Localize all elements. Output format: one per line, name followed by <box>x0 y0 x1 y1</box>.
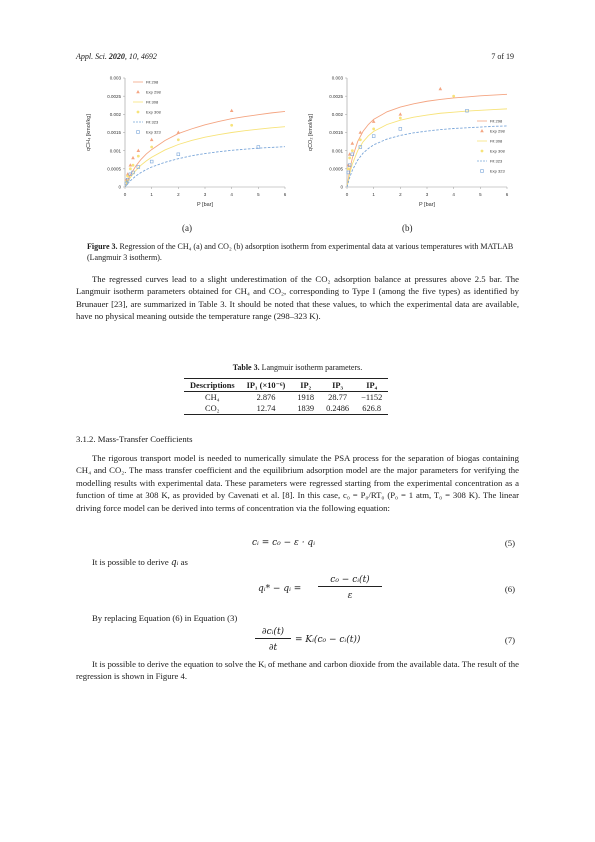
x-tick-label: 2 <box>177 192 180 197</box>
equation-6-number: (6) <box>504 584 515 594</box>
legend-label: Exp 298 <box>490 128 505 134</box>
data-point <box>177 131 181 134</box>
data-point <box>131 156 135 159</box>
legend-label: Exp 298 <box>146 89 161 95</box>
y-axis-label: qCO₂ [kmol/kg] <box>308 114 314 151</box>
col-ip2: IP₂ <box>291 379 320 392</box>
data-point <box>439 87 443 90</box>
paragraph-5: It is possible to derive the equation to solve the Kᵢ of methane and carbon dioxide from the available data. The result of the regression is shown in Figure 4. <box>76 659 519 682</box>
equation-6-lhs: qᵢ* − qᵢ = <box>258 584 302 594</box>
legend-label: Exp 323 <box>490 168 505 174</box>
table-cell: −1152 <box>361 393 383 402</box>
col-descriptions: Descriptions <box>184 379 241 392</box>
x-tick-label: 0 <box>345 192 349 197</box>
data-point <box>132 164 135 167</box>
x-axis-label: P [bar] <box>196 202 214 208</box>
table-cell: 0.2486 <box>320 403 355 415</box>
x-tick-label: 5 <box>479 192 482 197</box>
figure-caption <box>87 241 517 263</box>
data-point <box>399 112 403 115</box>
data-point <box>129 163 133 166</box>
col-ip4: IP₄ <box>355 379 388 392</box>
data-point <box>230 109 234 112</box>
caption-text: Regression of the CH₄ (a) and CO₂ (b) adsorption isotherm from experimental data at various temperatures with MATLAB (Langmuir 3 isotherm). <box>87 242 514 262</box>
y-tick-label: 0.0005 <box>107 166 121 172</box>
y-tick-label: 0 <box>340 184 343 190</box>
paragraph-3 <box>92 556 188 569</box>
legend-label: Exp 308 <box>146 109 161 115</box>
table-header-row <box>184 379 388 392</box>
y-tick-label: 0.003 <box>331 75 343 81</box>
chart-co2 <box>302 72 517 214</box>
journal-year: 2020 <box>108 52 125 61</box>
data-point <box>347 167 350 170</box>
legend-label: Fit 298 <box>146 79 159 85</box>
y-axis-label: qCH₄ [kmol/kg] <box>86 114 92 151</box>
x-tick-label: 4 <box>452 192 455 197</box>
data-point <box>137 149 141 152</box>
langmuir-table <box>184 378 388 415</box>
data-point <box>372 135 375 138</box>
x-tick-label: 1 <box>150 192 153 197</box>
data-point <box>177 138 180 141</box>
legend-swatch <box>481 150 484 153</box>
table-cell: 2.876 <box>256 393 276 402</box>
x-tick-label: 3 <box>203 192 207 197</box>
col-ip3: IP₃ <box>320 379 355 392</box>
series-line <box>125 147 285 187</box>
x-axis-label: P [bar] <box>418 202 436 208</box>
table-row <box>184 403 388 415</box>
series-line <box>125 127 285 187</box>
table-label: Table 3. <box>232 363 260 372</box>
x-tick-label: 2 <box>399 192 402 197</box>
table-title: Langmuir isotherm parameters. <box>261 363 363 372</box>
col-ip1: IP₁ (×10⁻⁶) <box>241 379 292 392</box>
journal-name: Appl. Sci. <box>76 52 107 61</box>
table-cell: 12.74 <box>241 403 292 415</box>
data-point <box>452 95 455 98</box>
data-point <box>351 149 354 152</box>
x-tick-label: 4 <box>230 192 233 197</box>
legend-swatch <box>137 131 140 134</box>
y-tick-label: 0.0025 <box>107 93 121 99</box>
data-point <box>150 138 154 141</box>
y-tick-label: 0.002 <box>109 111 121 117</box>
legend-label: Exp 323 <box>146 129 161 135</box>
y-tick-label: 0.001 <box>109 148 121 154</box>
x-tick-label: 0 <box>123 192 127 197</box>
series-line <box>347 126 507 187</box>
legend-label: Fit 308 <box>490 138 503 144</box>
table-cell: 626.8 <box>355 403 388 415</box>
x-tick-label: 3 <box>425 192 429 197</box>
legend-label: Fit 323 <box>146 119 159 125</box>
variable-qi: qᵢ <box>170 558 179 568</box>
section-heading: 3.1.2. Mass-Transfer Coefficients <box>76 434 193 444</box>
equation-7-number: (7) <box>504 635 515 645</box>
table-cell: 1839 <box>291 403 320 415</box>
table-cell: 1918 <box>297 393 315 402</box>
paragraph-4: By replacing Equation (6) in Equation (3) <box>92 613 238 623</box>
paragraph-3-suffix: as <box>180 557 188 567</box>
y-tick-label: 0.001 <box>331 148 343 154</box>
paragraph-1: The regressed curves lead to a slight underestimation of the CO₂ adsorption balance at pressures above 2.5 bar. The Langmuir isotherm parameters obtained for CH₄ and CO₂, corresponding to Type I (among the five types) as identified by Brunauer [23], are summarized in Table 3. It should be noted that these values, to which the experimental data are available, have no physical meaning outside the temperature range (298–323 K). <box>76 274 519 322</box>
data-point <box>129 167 132 170</box>
table-caption <box>0 363 595 372</box>
table-cell: CH₄ <box>205 393 220 402</box>
data-point <box>359 138 362 141</box>
caption-label: Figure 3. <box>87 242 118 251</box>
legend-label: Fit 308 <box>146 99 159 105</box>
data-point <box>137 155 140 158</box>
data-point <box>399 127 402 130</box>
y-tick-label: 0.0015 <box>107 130 121 136</box>
data-point <box>348 157 351 160</box>
table-cell: CO₂ <box>184 403 241 415</box>
journal-volume: 10 <box>128 52 137 61</box>
table-cell: 28.77 <box>328 393 347 402</box>
x-tick-label: 5 <box>257 192 260 197</box>
x-tick-label: 1 <box>372 192 375 197</box>
equation-6-numerator: c₀ − cᵢ(t) <box>318 575 382 587</box>
equation-5: cᵢ = c₀ − ε · qᵢ <box>252 538 316 548</box>
y-tick-label: 0.002 <box>331 111 343 117</box>
y-tick-label: 0.003 <box>109 75 121 81</box>
paragraph-3-prefix: It is possible to derive <box>92 557 169 567</box>
legend-swatch <box>136 90 140 93</box>
legend-label: Fit 298 <box>490 118 503 124</box>
equation-7-denominator: ∂t <box>268 643 278 653</box>
x-tick-label: 6 <box>505 192 509 197</box>
y-tick-label: 0.0025 <box>329 93 343 99</box>
legend-label: Exp 308 <box>490 148 505 154</box>
data-point <box>372 127 375 130</box>
paragraph-2: The rigorous transport model is needed to numerically simulate the PSA process for the separation of biogas containing CH₄ and CO₂. The mass transfer coefficient and the equilibrium adsorption model are the major parameters for verifying the modelling results with experimental data. These parameters were regressed starting from the experimental concentration as a function of time at 308 K, as provided by Cavenati et al. [8]. In this case, c₀ = P₀/RT₀ (P₀ = 1 atm, T₀ = 308 K). The linear driving force model can be derived into terms of concentration via the following equation: <box>76 453 519 513</box>
subfigure-a-label: (a) <box>182 223 192 233</box>
page-number: 7 of 19 <box>491 52 514 61</box>
subfigure-b-label: (b) <box>402 223 413 233</box>
legend-swatch <box>480 129 484 132</box>
data-point <box>351 141 355 144</box>
equation-6-denominator: ε <box>347 591 353 601</box>
data-point <box>150 160 153 163</box>
data-point <box>359 131 363 134</box>
equation-7-numerator: ∂cᵢ(t) <box>255 627 291 639</box>
chart-ch4 <box>80 72 295 214</box>
table-row <box>184 392 388 404</box>
data-point <box>150 146 153 149</box>
data-point <box>230 124 233 127</box>
x-tick-label: 6 <box>283 192 287 197</box>
data-point <box>177 153 180 156</box>
equation-7-rhs: = Kᵢ(c₀ − cᵢ(t)) <box>295 635 361 645</box>
y-tick-label: 0 <box>118 184 121 190</box>
running-header: Appl. Sci. 2020, 10, 4692 <box>76 52 157 61</box>
legend-swatch <box>481 170 484 173</box>
y-tick-label: 0.0015 <box>329 130 343 136</box>
article-number: 4692 <box>140 52 157 61</box>
y-tick-label: 0.0005 <box>329 166 343 172</box>
legend-label: Fit 323 <box>490 158 503 164</box>
legend-swatch <box>137 111 140 114</box>
equation-5-number: (5) <box>504 538 515 548</box>
data-point <box>399 117 402 120</box>
